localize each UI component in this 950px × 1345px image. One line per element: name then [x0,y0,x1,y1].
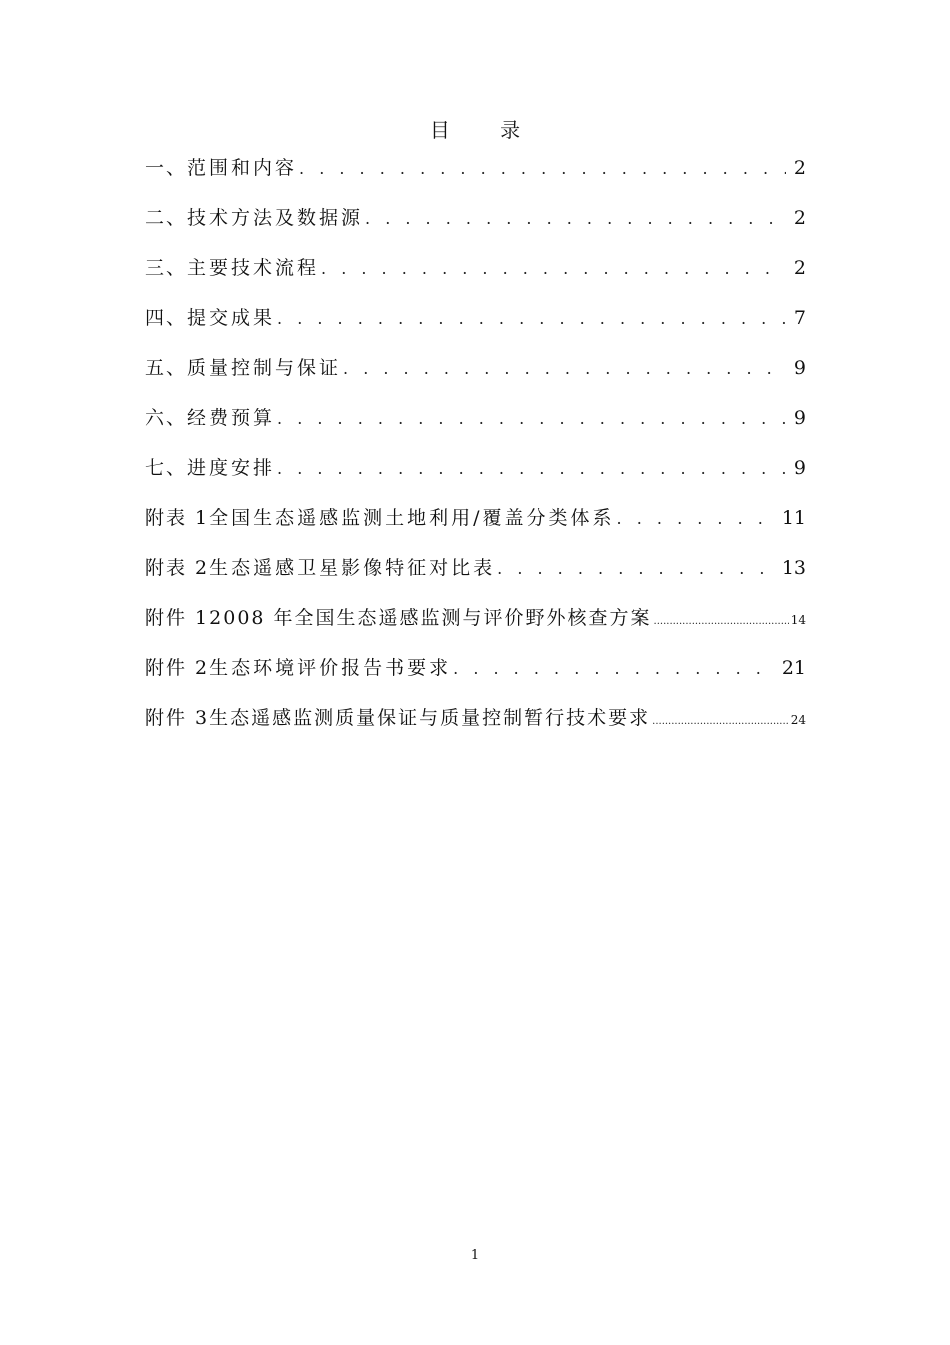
toc-dot-leader [617,501,776,537]
toc-entry-label: 五、 [145,357,188,379]
toc-entry-text: 进度安排 [187,457,276,479]
toc-entry-page: 2 [793,257,806,279]
table-of-contents [145,150,806,750]
toc-entry-page: 7 [793,307,806,329]
toc-dot-leader [299,151,786,187]
toc-entry-text: 2008 年全国生态遥感监测与评价野外核查方案 [209,607,652,629]
toc-entry-page: 2 [793,157,806,179]
toc-dot-leader [654,604,789,640]
toc-entry[interactable] [145,350,806,400]
toc-entry-text: 范围和内容 [187,157,298,179]
toc-entry-text: 全国生态遥感监测土地利用/覆盖分类体系 [209,507,615,529]
toc-entry[interactable] [145,650,806,700]
toc-entry-text: 经费预算 [187,407,276,429]
toc-entry-page: 21 [781,657,806,679]
toc-entry-text: 质量控制与保证 [187,357,342,379]
toc-dot-leader [277,401,786,437]
toc-dot-leader [652,704,789,740]
toc-entry-page: 9 [793,407,806,429]
toc-entry[interactable] [145,400,806,450]
toc-dot-leader [343,351,786,387]
toc-entry-page: 9 [793,457,806,479]
page-number: 1 [470,1248,480,1263]
toc-entry[interactable] [145,450,806,500]
toc-entry-text: 生态遥感监测质量保证与质量控制暂行技术要求 [209,707,651,729]
toc-entry-page: 14 [790,613,806,627]
toc-entry-label: 附表 2 [145,557,210,579]
toc-entry-label: 二、 [145,207,188,229]
toc-dot-leader [497,551,776,587]
toc-entry-text: 主要技术流程 [187,257,320,279]
toc-entry-text: 技术方法及数据源 [187,207,364,229]
toc-entry-text: 生态环境评价报告书要求 [209,657,452,679]
toc-entry-label: 四、 [145,307,188,329]
toc-entry[interactable] [145,300,806,350]
toc-entry[interactable] [145,150,806,200]
toc-dot-leader [321,251,786,287]
toc-entry-label: 三、 [145,257,188,279]
toc-entry-page: 24 [790,713,806,727]
toc-entry-label: 附件 3 [145,707,210,729]
toc-entry-label: 附件 2 [145,657,210,679]
toc-dot-leader [277,451,786,487]
toc-entry[interactable] [145,600,806,650]
toc-entry-page: 13 [781,557,806,579]
toc-entry[interactable] [145,500,806,550]
toc-entry[interactable] [145,200,806,250]
toc-dot-leader [453,651,776,687]
toc-entry-page: 9 [793,357,806,379]
toc-dot-leader [277,301,786,337]
toc-entry-page: 11 [781,507,806,529]
toc-entry[interactable] [145,550,806,600]
toc-entry-label: 一、 [145,157,188,179]
toc-entry-page: 2 [793,207,806,229]
toc-entry-label: 六、 [145,407,188,429]
toc-entry-label: 附表 1 [145,507,210,529]
toc-entry[interactable] [145,700,806,750]
toc-entry-label: 七、 [145,457,188,479]
toc-entry-text: 提交成果 [187,307,276,329]
toc-dot-leader [365,201,786,237]
toc-entry-label: 附件 1 [145,607,210,629]
toc-entry-text: 生态遥感卫星影像特征对比表 [209,557,496,579]
toc-entry[interactable] [145,250,806,300]
toc-title: 目 录 [429,118,543,142]
